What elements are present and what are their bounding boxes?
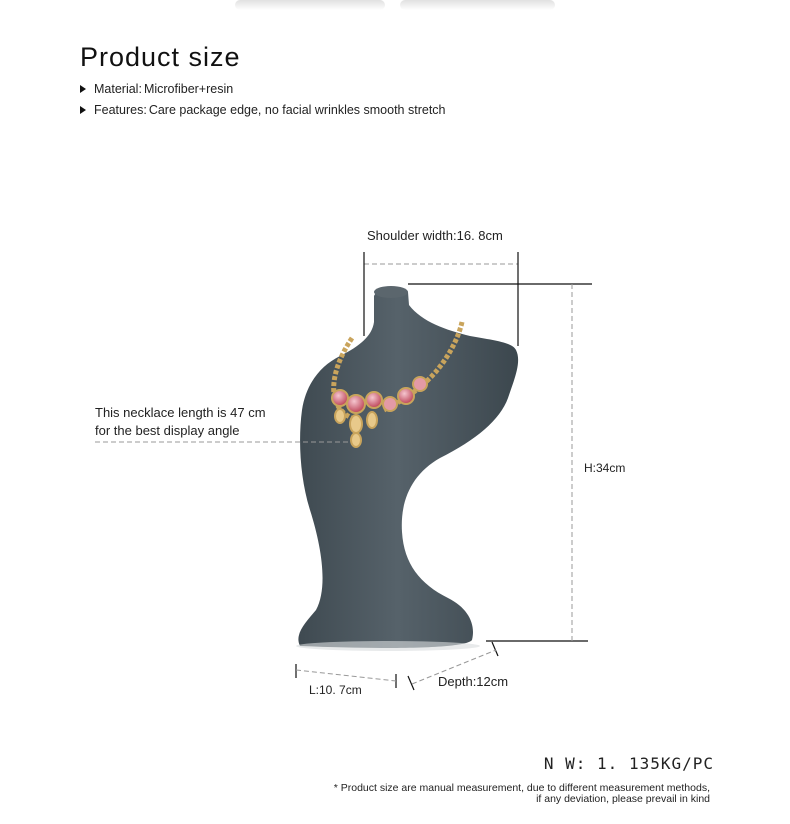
measurement-note: [334, 783, 710, 805]
spec-value: Care package edge, no facial wrinkles smooth stretch: [148, 103, 446, 117]
net-weight: N W: 1. 135KG/PC: [543, 754, 714, 773]
measurement-note-line2: if any deviation, please prevail in kind: [536, 793, 710, 805]
bust-display: [298, 287, 518, 648]
bust-shadow: [296, 641, 480, 651]
spec-key: Features:: [94, 103, 147, 117]
spec-key: Material:: [94, 82, 142, 96]
length-line: [296, 670, 396, 681]
shoulder-width-label: Shoulder width:16. 8cm: [367, 228, 503, 243]
length-label: L:10. 7cm: [309, 683, 362, 697]
necklace-length-line2: for the best display angle: [95, 423, 240, 438]
necklace-length-line1: This necklace length is 47 cm: [95, 405, 266, 420]
page-title: Product size: [80, 42, 241, 72]
spec-value: Microfiber+resin: [143, 82, 234, 96]
height-label: H:34cm: [584, 461, 626, 475]
measurement-note-line1: * Product size are manual measurement, due to different measurement methods,: [333, 782, 710, 794]
bust-neck-top: [374, 286, 408, 298]
depth-label: Depth:12cm: [438, 674, 509, 689]
